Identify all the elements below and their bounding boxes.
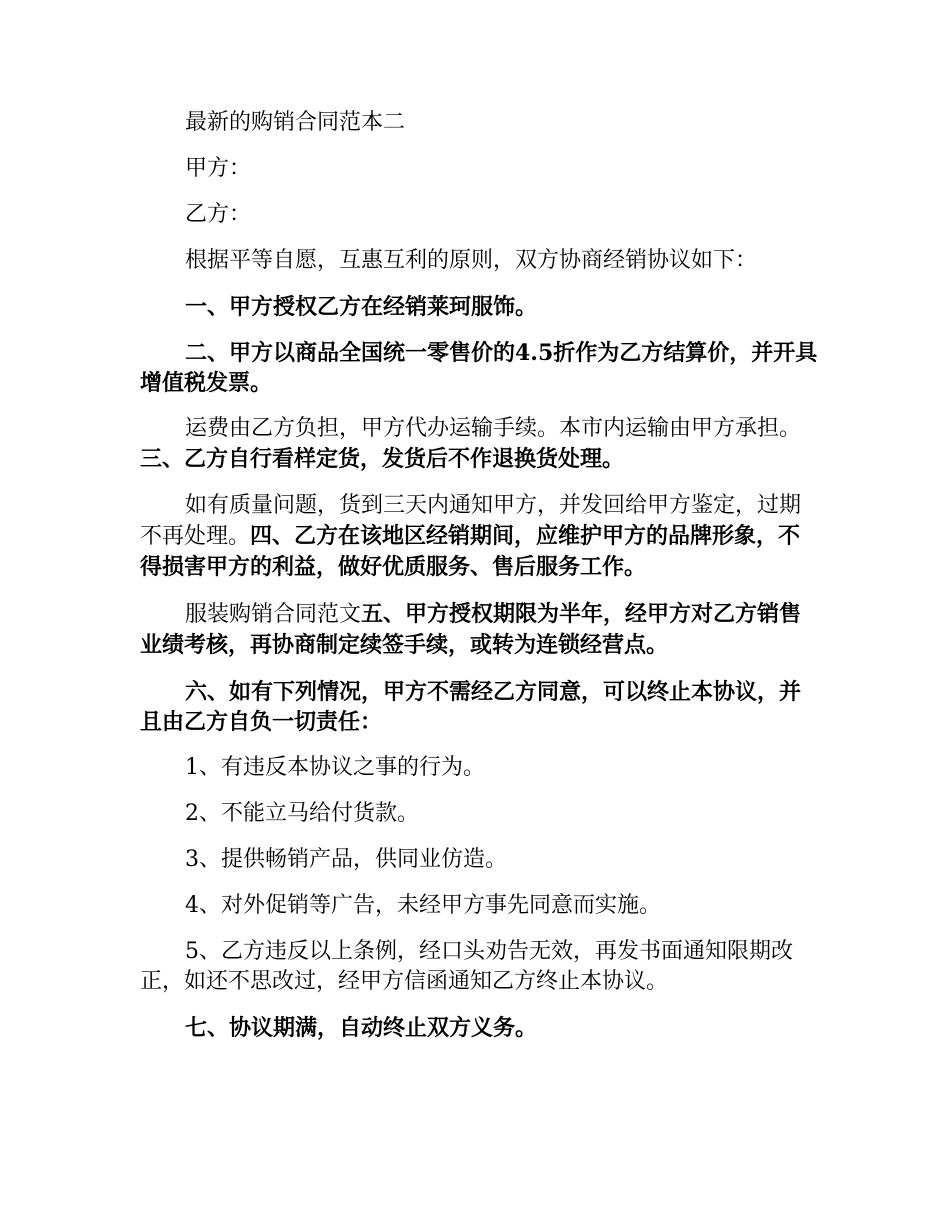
list-item-1: 1、有违反本协议之事的行为。 — [185, 755, 485, 780]
sample-text: 服装购销合同范文 — [185, 602, 362, 627]
clause-3: 三、乙方自行看样定货，发货后不作退换货处理。 — [140, 446, 625, 472]
clause-1: 一、甲方授权乙方在经销莱珂服饰。 — [185, 294, 538, 320]
document-title: 最新的购销合同范本二 — [185, 110, 406, 135]
party-a-line: 甲方： — [185, 156, 252, 181]
list-item-5: 5、乙方违反以上条例，经口头劝告无效，再发书面通知限期改正，如还不思改过，经甲方信函通知乙方终止本协议。 — [140, 939, 793, 994]
clause-6: 六、如有下列情况，甲方不需经乙方同意，可以终止本协议，并且由乙方自负一切责任： — [140, 679, 802, 735]
list-item-4: 4、对外促销等广告，未经甲方事先同意而实施。 — [185, 893, 661, 918]
freight-paragraph — [140, 414, 820, 475]
clause-2: 二、甲方以商品全国统一零售价的4.5折作为乙方结算价，并开具增值税发票。 — [140, 340, 818, 396]
quality-paragraph — [140, 491, 820, 583]
party-b-line: 乙方： — [185, 202, 252, 227]
list-item-2: 2、不能立马给付货款。 — [185, 801, 419, 826]
intro-paragraph: 根据平等自愿，互惠互利的原则，双方协商经销协议如下： — [185, 248, 758, 273]
clause-7: 七、协议期满，自动终止双方义务。 — [185, 1015, 538, 1041]
document-body — [140, 108, 820, 1059]
clause-5: 五、甲方授权期限为半年，经甲方对乙方销售业绩考核，再协商制定续签手续，或转为连锁经营点。 — [140, 601, 802, 658]
freight-text: 运费由乙方负担，甲方代办运输手续。本市内运输由甲方承担。 — [185, 416, 802, 441]
list-item-3: 3、提供畅销产品，供同业仿造。 — [185, 847, 507, 872]
clause-4: 四、乙方在该地区经销期间，应维护甲方的品牌形象，不得损害甲方的利益，做好优质服务、售后服务工作。 — [140, 523, 801, 580]
sample-paragraph — [140, 599, 820, 661]
quality-text: 如有质量问题，货到三天内通知甲方，并发回给甲方鉴定，过期不再处理。 — [140, 493, 802, 549]
